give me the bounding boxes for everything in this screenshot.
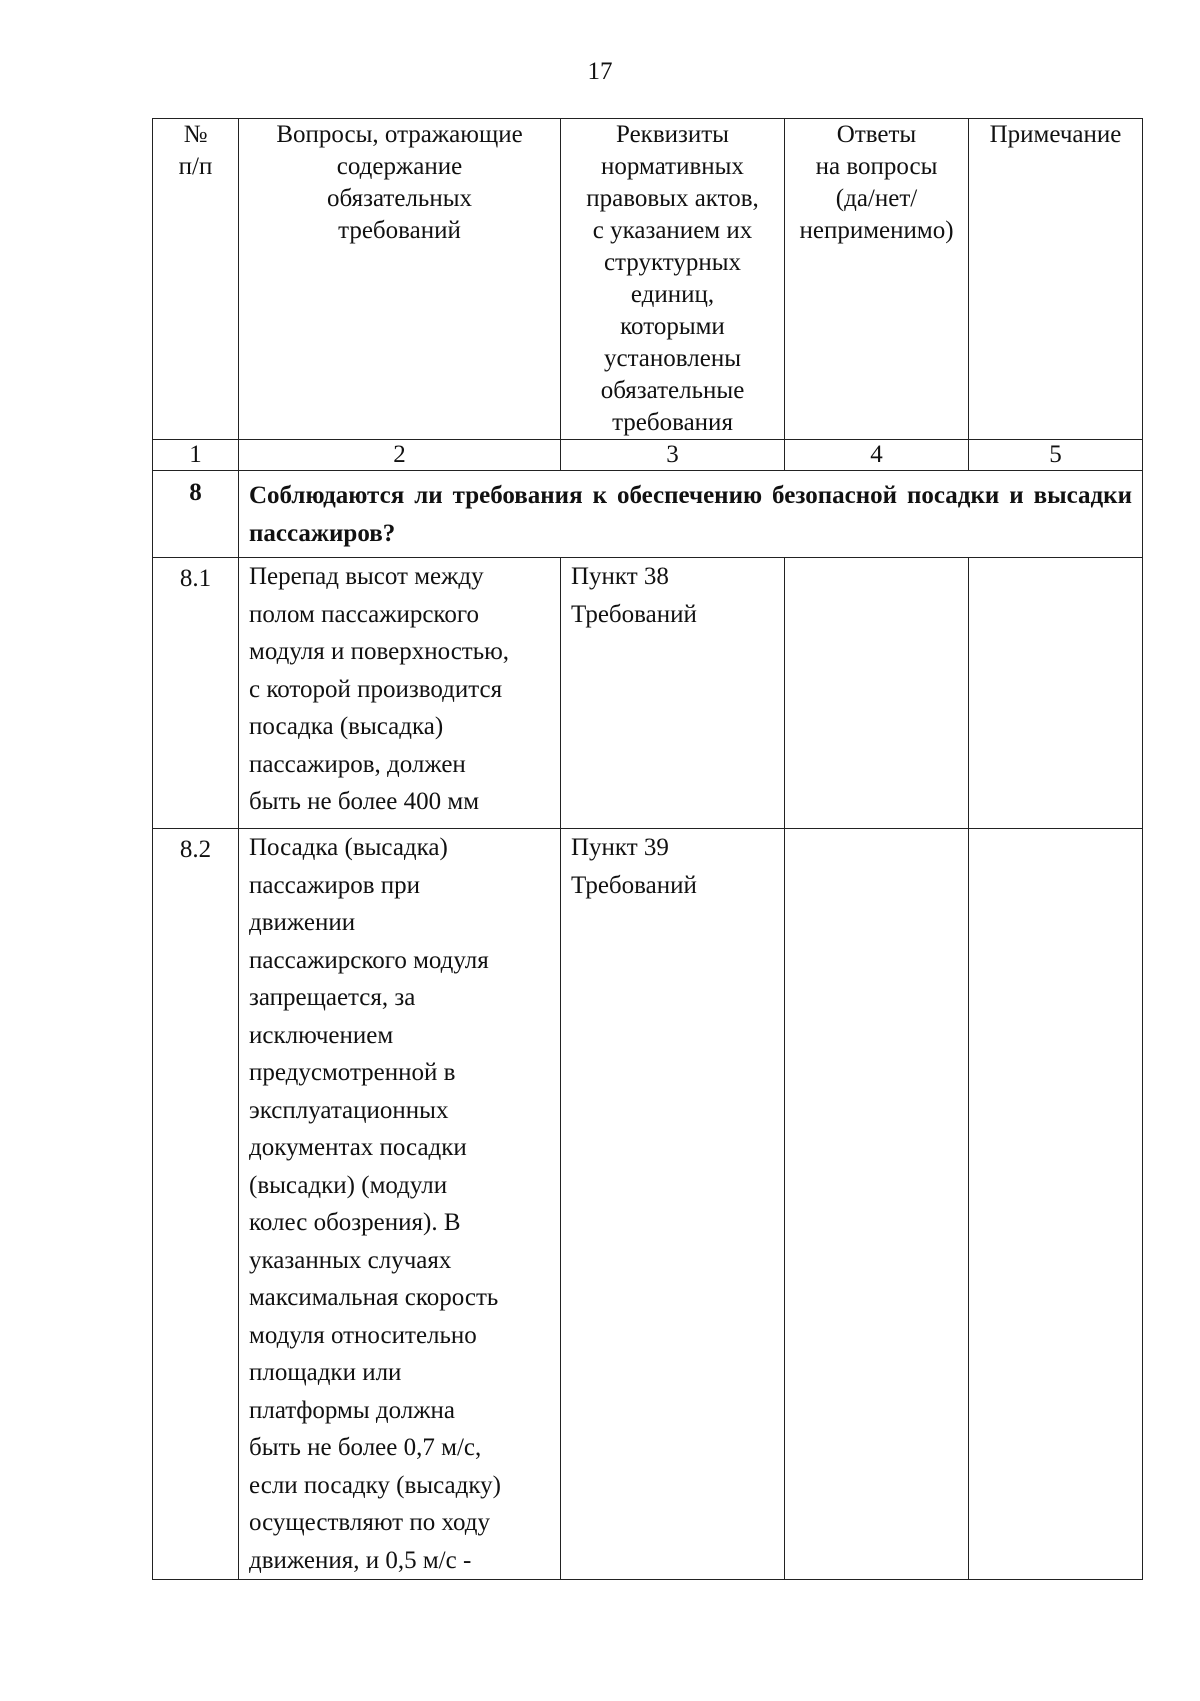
header-cell-reference [561,119,785,440]
row-answer [785,558,969,829]
column-number-row [153,440,1143,471]
column-number: 4 [785,440,969,471]
header-cell-answer [785,119,969,440]
checklist-table [152,118,1143,1580]
row-number: 8.1 [153,558,239,829]
section-row [153,471,1143,558]
row-reference: Пункт 38 Требований [561,558,785,829]
column-number: 1 [153,440,239,471]
section-number: 8 [153,471,239,558]
table-row [153,558,1143,829]
row-question: Перепад высот между полом пассажирского модуля и поверхностью, с которой производится посадка (высадка) пассажиров, должен быть не более 400 мм [239,558,561,829]
row-note [969,558,1143,829]
table-header-row [153,119,1143,440]
row-reference: Пункт 39 Требований [561,829,785,1580]
section-title: Соблюдаются ли требования к обеспечению безопасной посадки и высадки пассажиров? [239,471,1143,558]
header-label: Ответы на вопросы (да/нет/ неприменимо) [799,121,954,244]
header-label: Реквизиты нормативных правовых актов, с указанием их структурных единиц, которыми установлены обязательные требования [586,121,759,436]
row-answer [785,829,969,1580]
column-number: 5 [969,440,1143,471]
header-cell-question [239,119,561,440]
table-row [153,829,1143,1580]
header-label: Вопросы, отражающие содержание обязательных требований [276,121,523,244]
header-label: № п/п [178,121,213,180]
column-number: 2 [239,440,561,471]
header-label: Примечание [989,121,1122,148]
row-note [969,829,1143,1580]
page-number: 17 [587,58,613,85]
header-cell-note [969,119,1143,440]
column-number: 3 [561,440,785,471]
row-question: Посадка (высадка) пассажиров при движении пассажирского модуля запрещается, за исключением предусмотренной в эксплуатационных документах посадки (высадки) (модули колес обозрения). В указанных случаях максимальная скорость модуля относительно площадки или платформы должна быть не более 0,7 м/с, если посадку (высадку) осуществляют по ходу движения, и 0,5 м/с - [239,829,561,1580]
header-cell-number [153,119,239,440]
row-number: 8.2 [153,829,239,1580]
